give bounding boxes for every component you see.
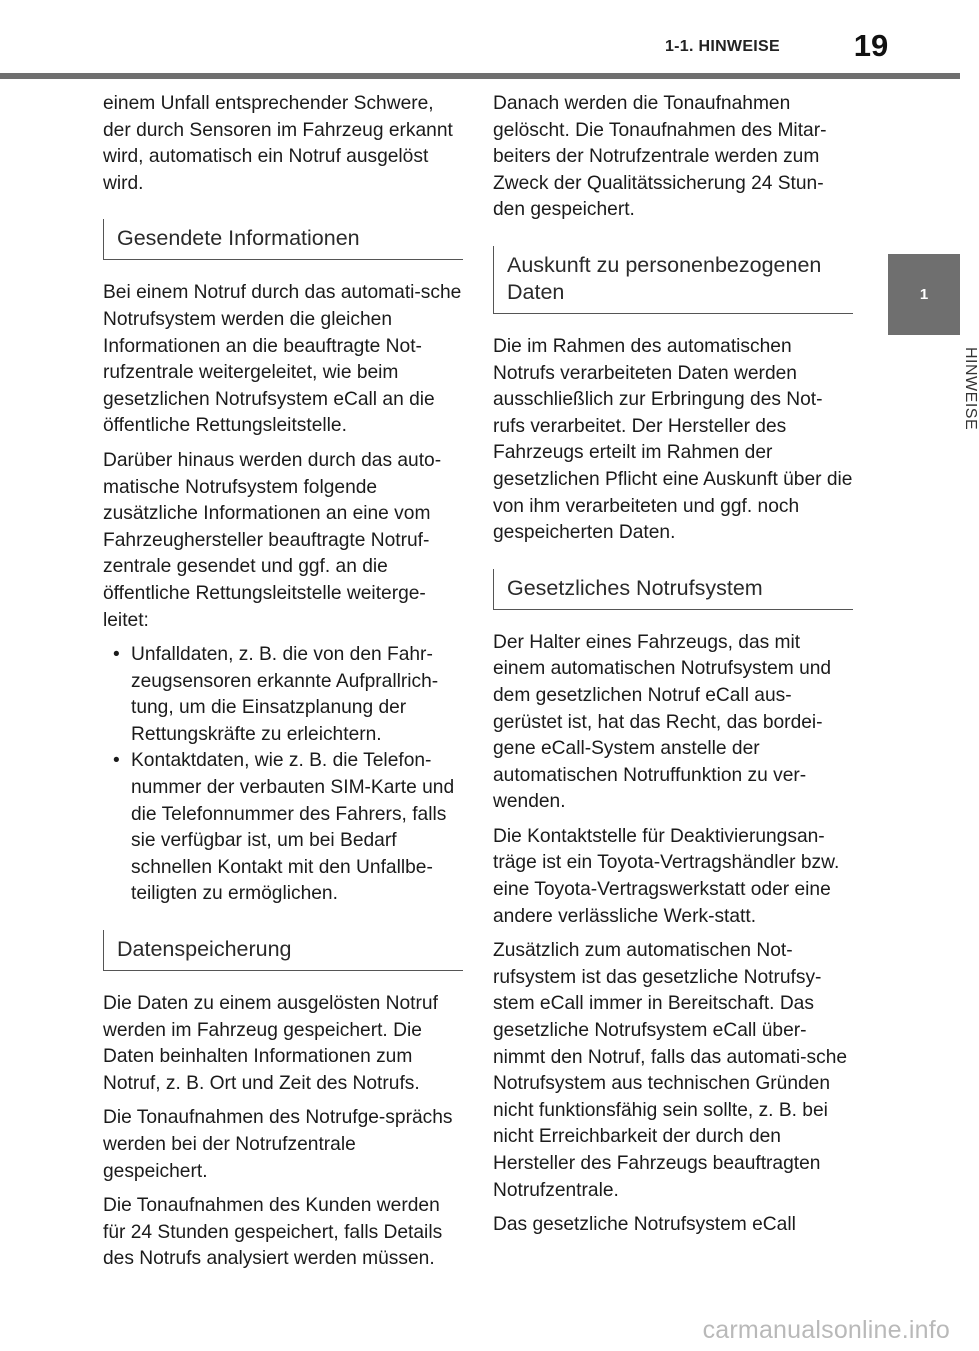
bullet-item-accident-data [103,642,463,748]
paragraph-storage-1: Die Daten zu einem ausgelösten Notruf werden im Fahrzeug gespeichert. Die Daten beinhalten Informationen zum Notruf, z. B. Ort und Zeit des Notrufs. [103,993,438,1094]
watermark: carmanualsonline.info [702,1316,950,1344]
bullet-item-contact-data [103,748,463,908]
paragraph-storage-2: Die Tonaufnahmen des Notrufge-sprächs werden bei der Notrufzentrale gespeichert. [103,1107,453,1182]
heading-data-storage: Datenspeicherung [103,930,463,971]
paragraph-legal-4: Das gesetzliche Notrufsystem eCall [493,1214,796,1236]
right-column [493,91,853,1247]
section-label: 1-1. HINWEISE [664,38,780,55]
bullet-list [103,642,463,908]
paragraph-personal: Die im Rahmen des automatischen Notrufs verarbeiteten Daten werden ausschließlich zur Erbringung des Not-rufs verarbeitet. Der Hersteller des Fahrzeugs erteilt im Rahmen der gesetzlichen Pflicht eine Auskunft über die von ihm verarbeiteten und ggf. noch gespeicherten Daten. [493,335,853,544]
left-column [103,91,463,1281]
chapter-tab [888,254,960,335]
page-number: 19 [853,28,889,63]
chapter-number: 1 [919,286,929,303]
paragraph-sent-2: Darüber hinaus werden durch das auto-matische Notrufsystem folgende zusätzliche Informationen an eine vom Fahrzeughersteller beauftragte Notruf-zentrale gesendet und ggf. an die öffentliche Rettungsleitstelle weiterge-leitet: [103,449,442,631]
bullet-icon: • [113,644,120,666]
paragraph-intro: einem Unfall entsprechender Schwere, der durch Sensoren im Fahrzeug erkannt wird, automatisch ein Notruf ausgelöst wird. [103,93,453,194]
bullet-text: Kontaktdaten, wie z. B. die Telefon-nummer der verbauten SIM-Karte und die Telefonnummer des Fahrers, falls sie verfügbar ist, um bei Bedarf schnellen Kontakt mit den Unfallbe-teiligten zu ermöglichen. [131,750,455,905]
paragraph-storage-3: Die Tonaufnahmen des Kunden werden für 24 Stunden gespeichert, falls Details des Notrufs analysiert werden müssen. [103,1195,443,1270]
header-rule [0,73,960,79]
paragraph-sent-1: Bei einem Notruf durch das automati-sche Notrufsystem werden die gleichen Informationen an die beauftragte Not-rufzentrale weitergeleitet, wie beim gesetzlichen Notrufsystem eCall an die öffentliche Rettungsleitstelle. [103,282,462,437]
heading-sent-information: Gesendete Informationen [103,219,463,260]
heading-legal-emergency-system: Gesetzliches Notrufsystem [493,569,853,610]
page-header [0,0,960,80]
bullet-icon: • [113,750,120,772]
paragraph-legal-1: Der Halter eines Fahrzeugs, das mit einem automatischen Notrufsystem und dem gesetzlichen Notruf eCall aus-gerüstet ist, hat das Recht, das bordei-gene eCall-System anstelle der automatischen Notruffunktion zu ver-wenden. [493,631,832,813]
bullet-text: Unfalldaten, z. B. die von den Fahr-zeugsensoren erkannte Aufprallrich-tung, um die Einsatzplanung der Rettungskräfte zu erleichtern. [131,644,439,745]
heading-personal-data: Auskunft zu personenbezogenen Daten [493,246,853,314]
chapter-title: HINWEISE [962,347,979,431]
chapter-title-vertical [869,347,979,457]
paragraph-legal-3: Zusätzlich zum automatischen Not-rufsystem ist das gesetzliche Notrufsy-stem eCall immer in Bereitschaft. Das gesetzliche Notrufsystem eCall über-nimmt den Notruf, falls das automati-sche Notrufsystem aus technischen Gründen nicht funktionsfähig sein sollte, z. B. bei nicht Erreichbarkeit der durch den Hersteller des Fahrzeugs beauftragten Notrufzentrale. [493,940,848,1201]
paragraph-continue: Danach werden die Tonaufnahmen gelöscht. Die Tonaufnahmen des Mitar-beiters der Notrufzentrale werden zum Zweck der Qualitätssicherung 24 Stun-den gespeichert. [493,93,827,221]
paragraph-legal-2: Die Kontaktstelle für Deaktivierungsan-träge ist ein Toyota-Vertragshändler bzw. eine Toyota-Vertragswerkstatt oder eine andere verlässliche Werk-statt. [493,825,840,927]
